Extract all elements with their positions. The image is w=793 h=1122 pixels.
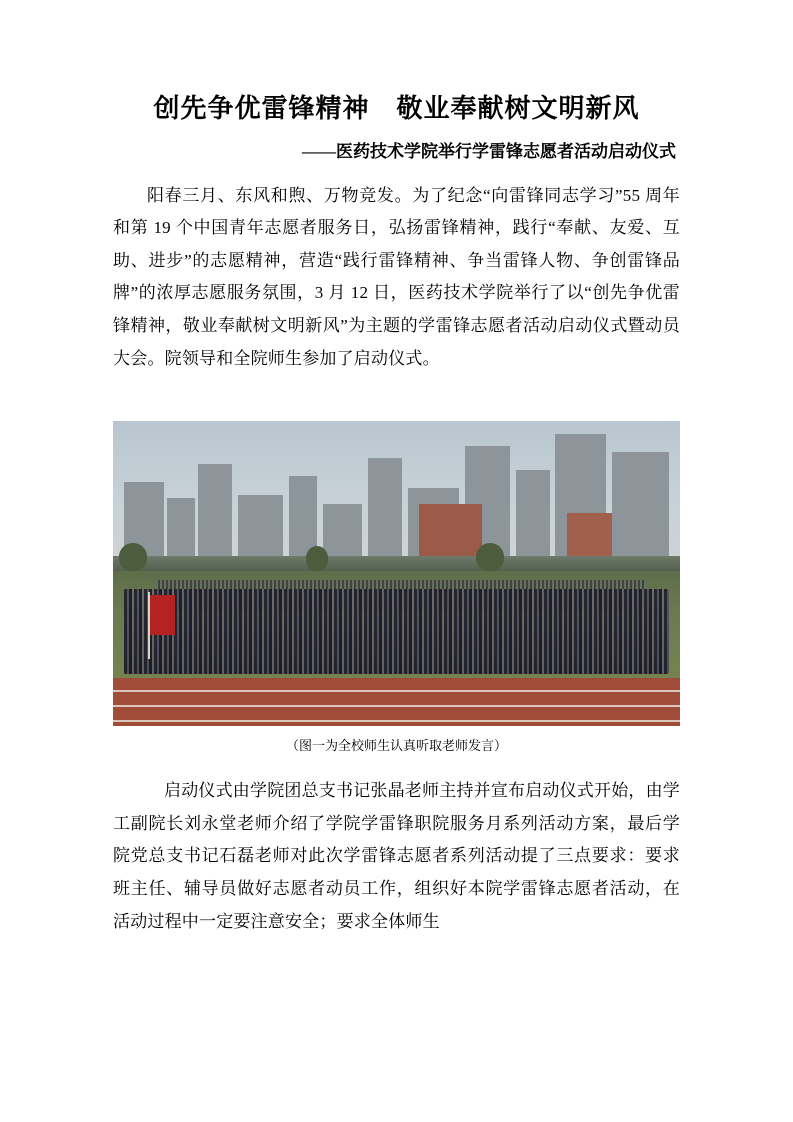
photo-track-lane-line — [113, 705, 680, 707]
photo-track-lane-line — [113, 720, 680, 722]
photo-building — [612, 452, 669, 562]
photo-red-flag — [150, 595, 176, 635]
photo-tree — [306, 546, 329, 570]
photo-track-lane-line — [113, 690, 680, 692]
photo-running-track — [113, 678, 680, 727]
photo-crowd — [124, 589, 668, 674]
figure-caption: （图一为全校师生认真听取老师发言） — [285, 738, 507, 754]
paragraph-two: 启动仪式由学院团总支书记张晶老师主持并宣布启动仪式开始，由学工副院长刘永堂老师介绍了学院学雷锋职院服务月系列活动方案，最后学院党总支书记石磊老师对此次学雷锋志愿者系列活动提了三点要求：要求班主任、辅导员做好志愿者动员工作，组织好本院学雷锋志愿者活动，在活动过程中一定要注意安全；要求全体师生 — [113, 781, 680, 931]
photo-building — [323, 504, 363, 562]
photo-tree — [119, 543, 147, 570]
photo-perimeter-wall — [113, 556, 680, 571]
paragraph-one: 阳春三月、东风和煦、万物竞发。为了纪念“向雷锋同志学习”55 周年和第 19 个中国青年志愿者服务日，弘扬雷锋精神，践行“奉献、友爱、互助、进步”的志愿精神，营造“践行雷锋精神、争当雷锋人物、争创雷锋品牌”的浓厚志愿服务氛围，3 月 12 日，医药技术学院举行了以“创先争优雷锋精神，敬业奉献树文明新风”为主题的学雷锋志愿者活动启动仪式暨动员大会。院领导和全院师生参加了启动仪式。 — [113, 185, 680, 368]
figure-block — [113, 421, 680, 757]
photo-building — [198, 464, 232, 562]
photo-building — [368, 458, 402, 562]
photo-building — [167, 498, 195, 562]
page-title: 创先争优雷锋精神 敬业奉献树文明新风 — [153, 94, 640, 123]
photo-red-building — [567, 513, 612, 562]
photo-building — [238, 495, 283, 562]
photo-red-building — [419, 504, 481, 562]
page-subtitle: ——医药技术学院举行学雷锋志愿者活动启动仪式 — [302, 141, 676, 161]
event-photo — [113, 421, 680, 726]
photo-tree — [476, 543, 504, 570]
photo-building — [516, 470, 550, 562]
